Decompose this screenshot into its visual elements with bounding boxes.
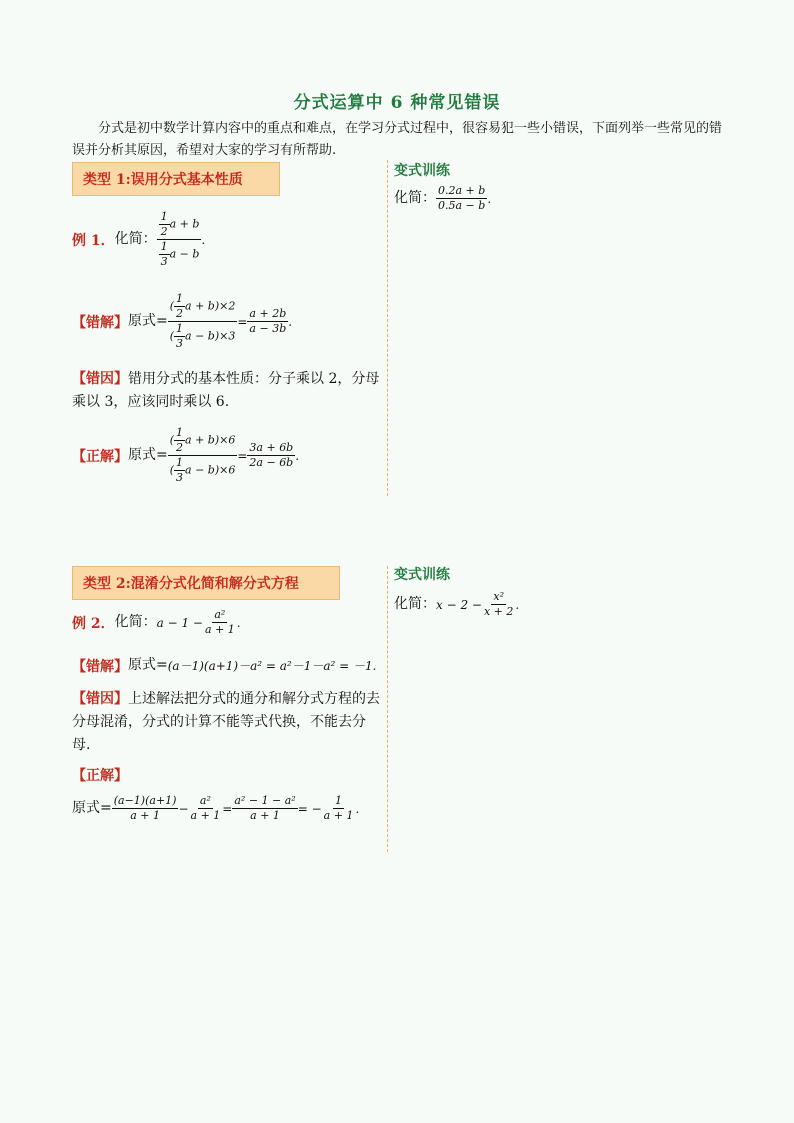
- correct1-label: 【正解】: [72, 448, 128, 465]
- intro-paragraph: 分式是初中数学计算内容中的重点和难点，在学习分式过程中，很容易犯一些小错误，下面列举一些常见的错误并分析其原因，希望对大家的学习有所帮助.: [72, 121, 723, 158]
- practice2-text: 化简：: [394, 596, 436, 612]
- example2: 例 2． 化简： a − 1 − $\frac{\text{a²}}{a + 1}$ .: [72, 608, 241, 636]
- reason1-text: 错用分式的基本性质：分子乘以 2，分母乘以 3，应该同时乘以 6.: [72, 371, 380, 410]
- correct2-label: 【正解】: [72, 768, 128, 784]
- wrong1-text: 原式=: [128, 313, 168, 329]
- wrong1-label: 【错解】: [72, 314, 128, 331]
- reason2-label: 【错因】: [72, 691, 128, 707]
- example1-text: 化简：: [114, 231, 157, 247]
- section1-divider: [387, 160, 388, 496]
- wrong-solution1: 【错解】 原式= ( $\frac{1}{2}$ a + b)×2 ( $\frac{1}{3}$ a − b)×3 = $\frac{a + 2b}{a - 3b}$ .: [72, 292, 293, 350]
- example1: 例 1． 化简： $\frac{1}{2}$ a + b $\frac{1}{3}$ a − b .: [72, 210, 206, 268]
- practice1: 化简： $\frac{0.2a + b}{0.5a - b}$ .: [394, 184, 492, 212]
- practice2-title: 变式训练: [394, 567, 450, 583]
- reason2: [72, 688, 384, 757]
- correct-solution1: 【正解】 原式= ( $\frac{1}{2}$ a + b)×6 ( $\frac{1}{3}$ a − b)×6 = $\frac{3a + 6b}{2a - 6b}$ .: [72, 426, 300, 484]
- wrong2-formula: (a－1)(a+1)－a² = a²－1－a² = －1.: [167, 659, 377, 673]
- wrong-solution2: [72, 654, 376, 677]
- correct2-text: 原式=: [72, 800, 112, 816]
- correct1-text: 原式=: [128, 447, 168, 463]
- reason1: [72, 368, 384, 414]
- practice1-text: 化简：: [394, 190, 436, 206]
- section2-heading: 类型 2:混淆分式化简和解分式方程: [72, 566, 340, 600]
- practice1-title: 变式训练: [394, 163, 450, 179]
- practice2-formula: $\frac{\text{x²}}{x + 2}$: [483, 590, 514, 618]
- wrong2-text: 原式=: [128, 657, 168, 673]
- wrong2-label: 【错解】: [72, 658, 128, 675]
- correct2-formula: $\frac{(a-1)(a+1)}{a + 1}$: [113, 794, 177, 822]
- correct1-formula: ( $\frac{1}{2}$ a + b)×6 ( $\frac{1}{3}$ a − b)×6: [169, 426, 236, 484]
- practice2: 化简： x − 2 − $\frac{\text{x²}}{x + 2}$ .: [394, 590, 520, 618]
- example1-label: 例 1．: [72, 232, 115, 249]
- practice1-formula: $\frac{0.2a + b}{0.5a - b}$: [438, 184, 486, 212]
- example2-text: 化简：: [114, 614, 157, 630]
- section1-heading: 类型 1:误用分式基本性质: [72, 162, 280, 196]
- example2-label: 例 2．: [72, 615, 115, 632]
- example1-fraction: $\frac{1}{2}$ a + b $\frac{1}{3}$ a − b: [157, 210, 202, 269]
- correct-solution2: 原式= $\frac{(a-1)(a+1)}{a + 1}$ − $\frac{\text{a²}}{a + 1}$ = $\frac{\text{a² − 1 − a²}}{a + 1}$ = − $\frac{1}{a + 1}$ .: [72, 794, 360, 822]
- reason2-text: 上述解法把分式的通分和解分式方程的去分母混淆，分式的计算不能等式代换，不能去分母.: [72, 691, 380, 753]
- example2-fraction: $\frac{\text{a²}}{a + 1}$: [204, 608, 235, 636]
- section2-divider: [387, 566, 388, 852]
- reason1-label: 【错因】: [72, 371, 128, 387]
- page-title: 分式运算中 6 种常见错误: [293, 93, 501, 113]
- wrong1-formula: ( $\frac{1}{2}$ a + b)×2 ( $\frac{1}{3}$ a − b)×3: [169, 292, 236, 350]
